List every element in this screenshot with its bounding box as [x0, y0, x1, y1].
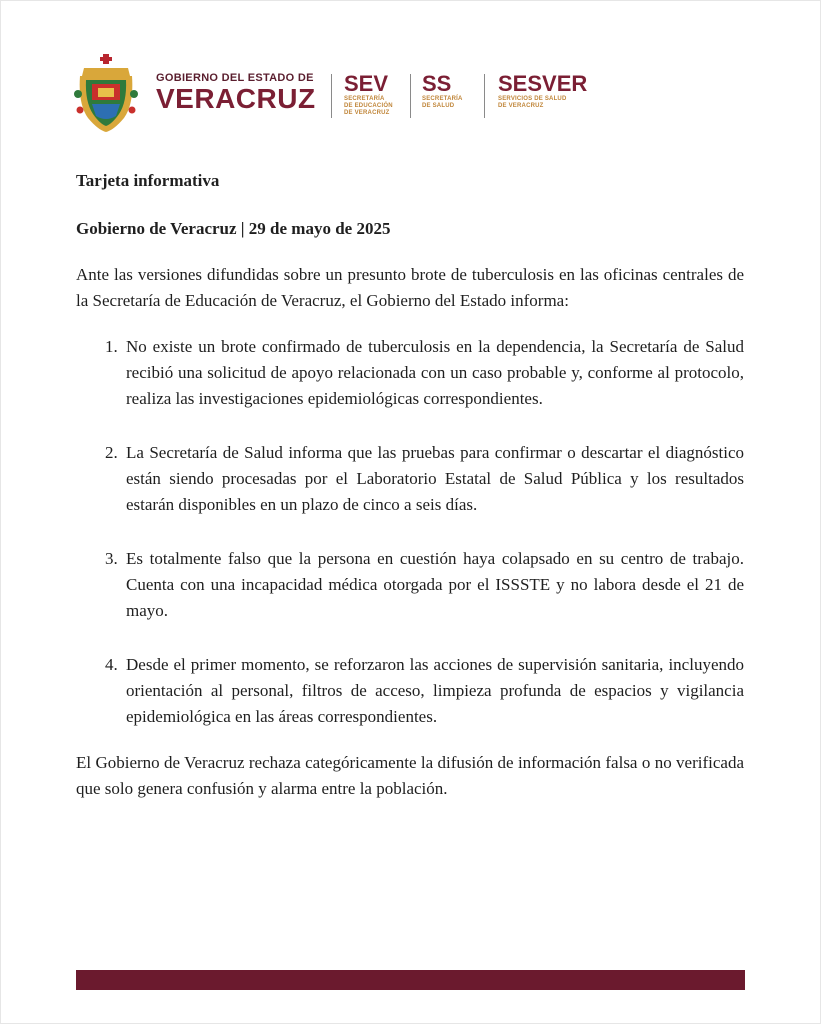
- org-sev-abbr: SEV: [344, 71, 389, 96]
- gov-name-block: [156, 72, 316, 114]
- document-title: Tarjeta informativa: [76, 171, 220, 190]
- org-ss: [422, 72, 463, 110]
- footer-bar: [76, 970, 745, 990]
- dateline: Gobierno de Veracruz | 29 de mayo de 2025: [76, 219, 391, 238]
- separator: [410, 74, 411, 118]
- list-item: 2. La Secretaría de Salud informa que las pruebas para confirmar o descartar el diagnóstico están siendo procesadas por el Laboratorio Estatal de Salud Pública y los resultados estarán disponibles en un plazo de cinco a seis días.: [122, 440, 744, 518]
- org-sev-sub1: SECRETARÍA: [344, 96, 385, 102]
- list-item: 3. Es totalmente falso que la persona en cuestión haya colapsado en su centro de trabajo. Cuenta con una incapacidad médica otorgada por el ISSSTE y no labora desde el 21 de mayo.: [122, 546, 744, 624]
- points-list: [76, 334, 744, 730]
- gov-prefix: GOBIERNO DEL ESTADO DE: [156, 72, 314, 84]
- intro-paragraph: Ante las versiones difundidas sobre un presunto brote de tuberculosis en las oficinas centrales de la Secretaría de Educación de Veracruz, el Gobierno del Estado informa:: [76, 265, 744, 310]
- org-ss-sub2: DE SALUD: [422, 103, 455, 109]
- letterhead: [74, 54, 774, 136]
- org-sesver-sub2: DE VERACRUZ: [498, 103, 544, 109]
- list-item: 1. No existe un brote confirmado de tuberculosis en la dependencia, la Secretaría de Salud recibió una solicitud de apoyo relacionada con un caso probable y, conforme al protocolo, realiza las investigaciones epidemiológicas correspondientes.: [122, 334, 744, 412]
- veracruz-crest-icon: [74, 54, 138, 134]
- org-sev-sub3: DE VERACRUZ: [344, 110, 390, 116]
- org-sesver: [498, 72, 587, 110]
- separator: [331, 74, 332, 118]
- separator: [484, 74, 485, 118]
- document-body: [76, 168, 744, 802]
- org-sev: [344, 72, 393, 117]
- gov-state-name: VERACRUZ: [156, 83, 316, 114]
- org-sesver-abbr: SESVER: [498, 71, 588, 96]
- org-sev-sub2: DE EDUCACIÓN: [344, 103, 393, 109]
- org-ss-abbr: SS: [422, 71, 452, 96]
- org-sesver-sub1: SERVICIOS DE SALUD: [498, 96, 567, 102]
- list-item: 4. Desde el primer momento, se reforzaron las acciones de supervisión sanitaria, incluyendo orientación al personal, filtros de acceso, limpieza profunda de espacios y vigilancia epidemiológica en las áreas correspondientes.: [122, 652, 744, 730]
- closing-paragraph: El Gobierno de Veracruz rechaza categóricamente la difusión de información falsa o no verificada que solo genera confusión y alarma entre la población.: [76, 753, 744, 798]
- org-ss-sub1: SECRETARÍA: [422, 96, 463, 102]
